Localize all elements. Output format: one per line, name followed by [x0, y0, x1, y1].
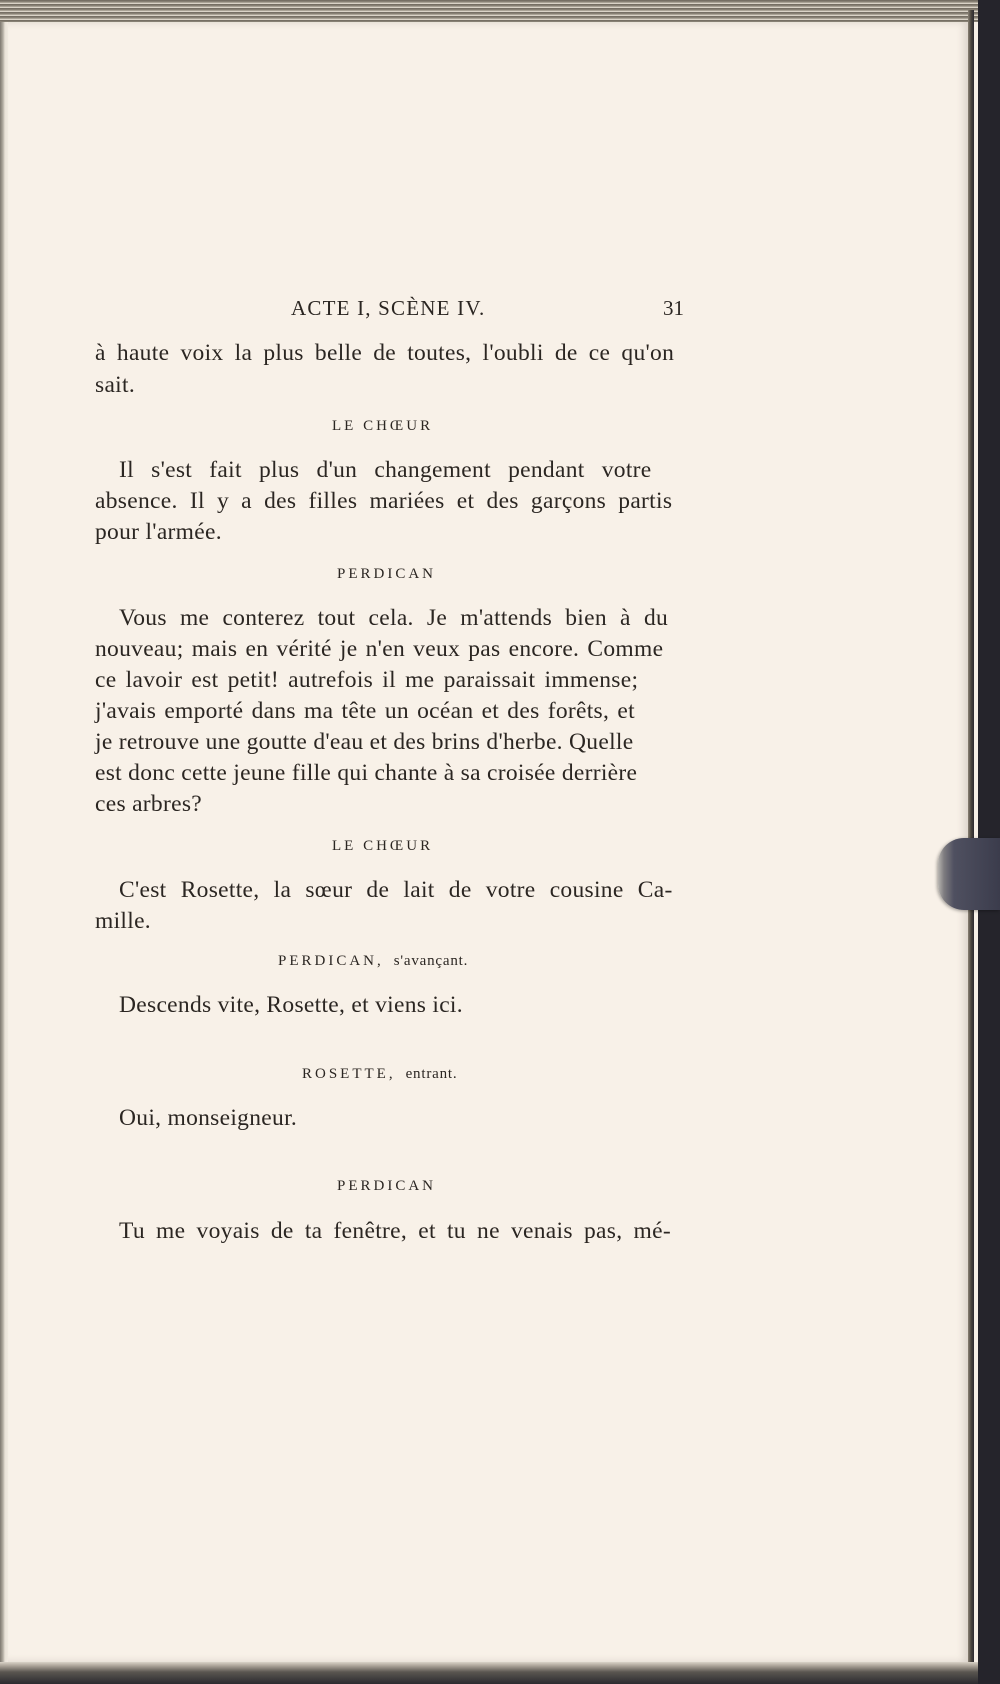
page-number: 31 — [663, 296, 684, 320]
speaker-with-direction — [278, 953, 468, 970]
speaker-name: PERDICAN — [337, 566, 437, 582]
text-line: j'avais emporté dans ma tête un océan et des forêts, et — [95, 698, 635, 724]
text-line: Tu me voyais de ta fenêtre, et tu ne venais pas, mé- — [119, 1218, 671, 1244]
text-line: absence. Il y a des filles mariées et des garçons partis — [95, 488, 673, 514]
text-line: Il s'est fait plus d'un changement pendant votre — [119, 457, 652, 483]
text-line: à haute voix la plus belle de toutes, l'oubli de ce qu'on — [95, 340, 675, 366]
text-line: C'est Rosette, la sœur de lait de votre cousine Ca- — [119, 877, 673, 903]
speaker-with-direction — [302, 1066, 457, 1083]
speaker-name: PERDICAN — [337, 1178, 437, 1194]
stage-direction: s'avançant. — [393, 953, 469, 969]
text-line: nouveau; mais en vérité je n'en veux pas encore. Comme — [95, 636, 664, 662]
speaker-name: LE CHŒUR — [332, 418, 434, 434]
running-header: ACTE I, SCÈNE IV. — [291, 296, 486, 320]
text-line: ce lavoir est petit! autrefois il me paraissait immense; — [95, 667, 639, 693]
speaker-name: PERDICAN, — [278, 953, 384, 969]
text-line: est donc cette jeune fille qui chante à sa croisée derrière — [95, 760, 638, 786]
text-line: mille. — [95, 908, 151, 934]
text-line: je retrouve une goutte d'eau et des brins d'herbe. Quelle — [95, 729, 634, 755]
speaker-name: ROSETTE, — [302, 1066, 396, 1082]
text-line: Oui, monseigneur. — [119, 1105, 298, 1131]
text-line: Descends vite, Rosette, et viens ici. — [119, 992, 463, 1018]
speaker-name: LE CHŒUR — [332, 838, 434, 854]
text-line: Vous me conterez tout cela. Je m'attends bien à du — [119, 605, 669, 631]
stage-direction: entrant. — [405, 1066, 458, 1082]
text-line: ces arbres? — [95, 791, 203, 817]
text-line: pour l'armée. — [95, 519, 222, 545]
text-line: sait. — [95, 372, 136, 398]
